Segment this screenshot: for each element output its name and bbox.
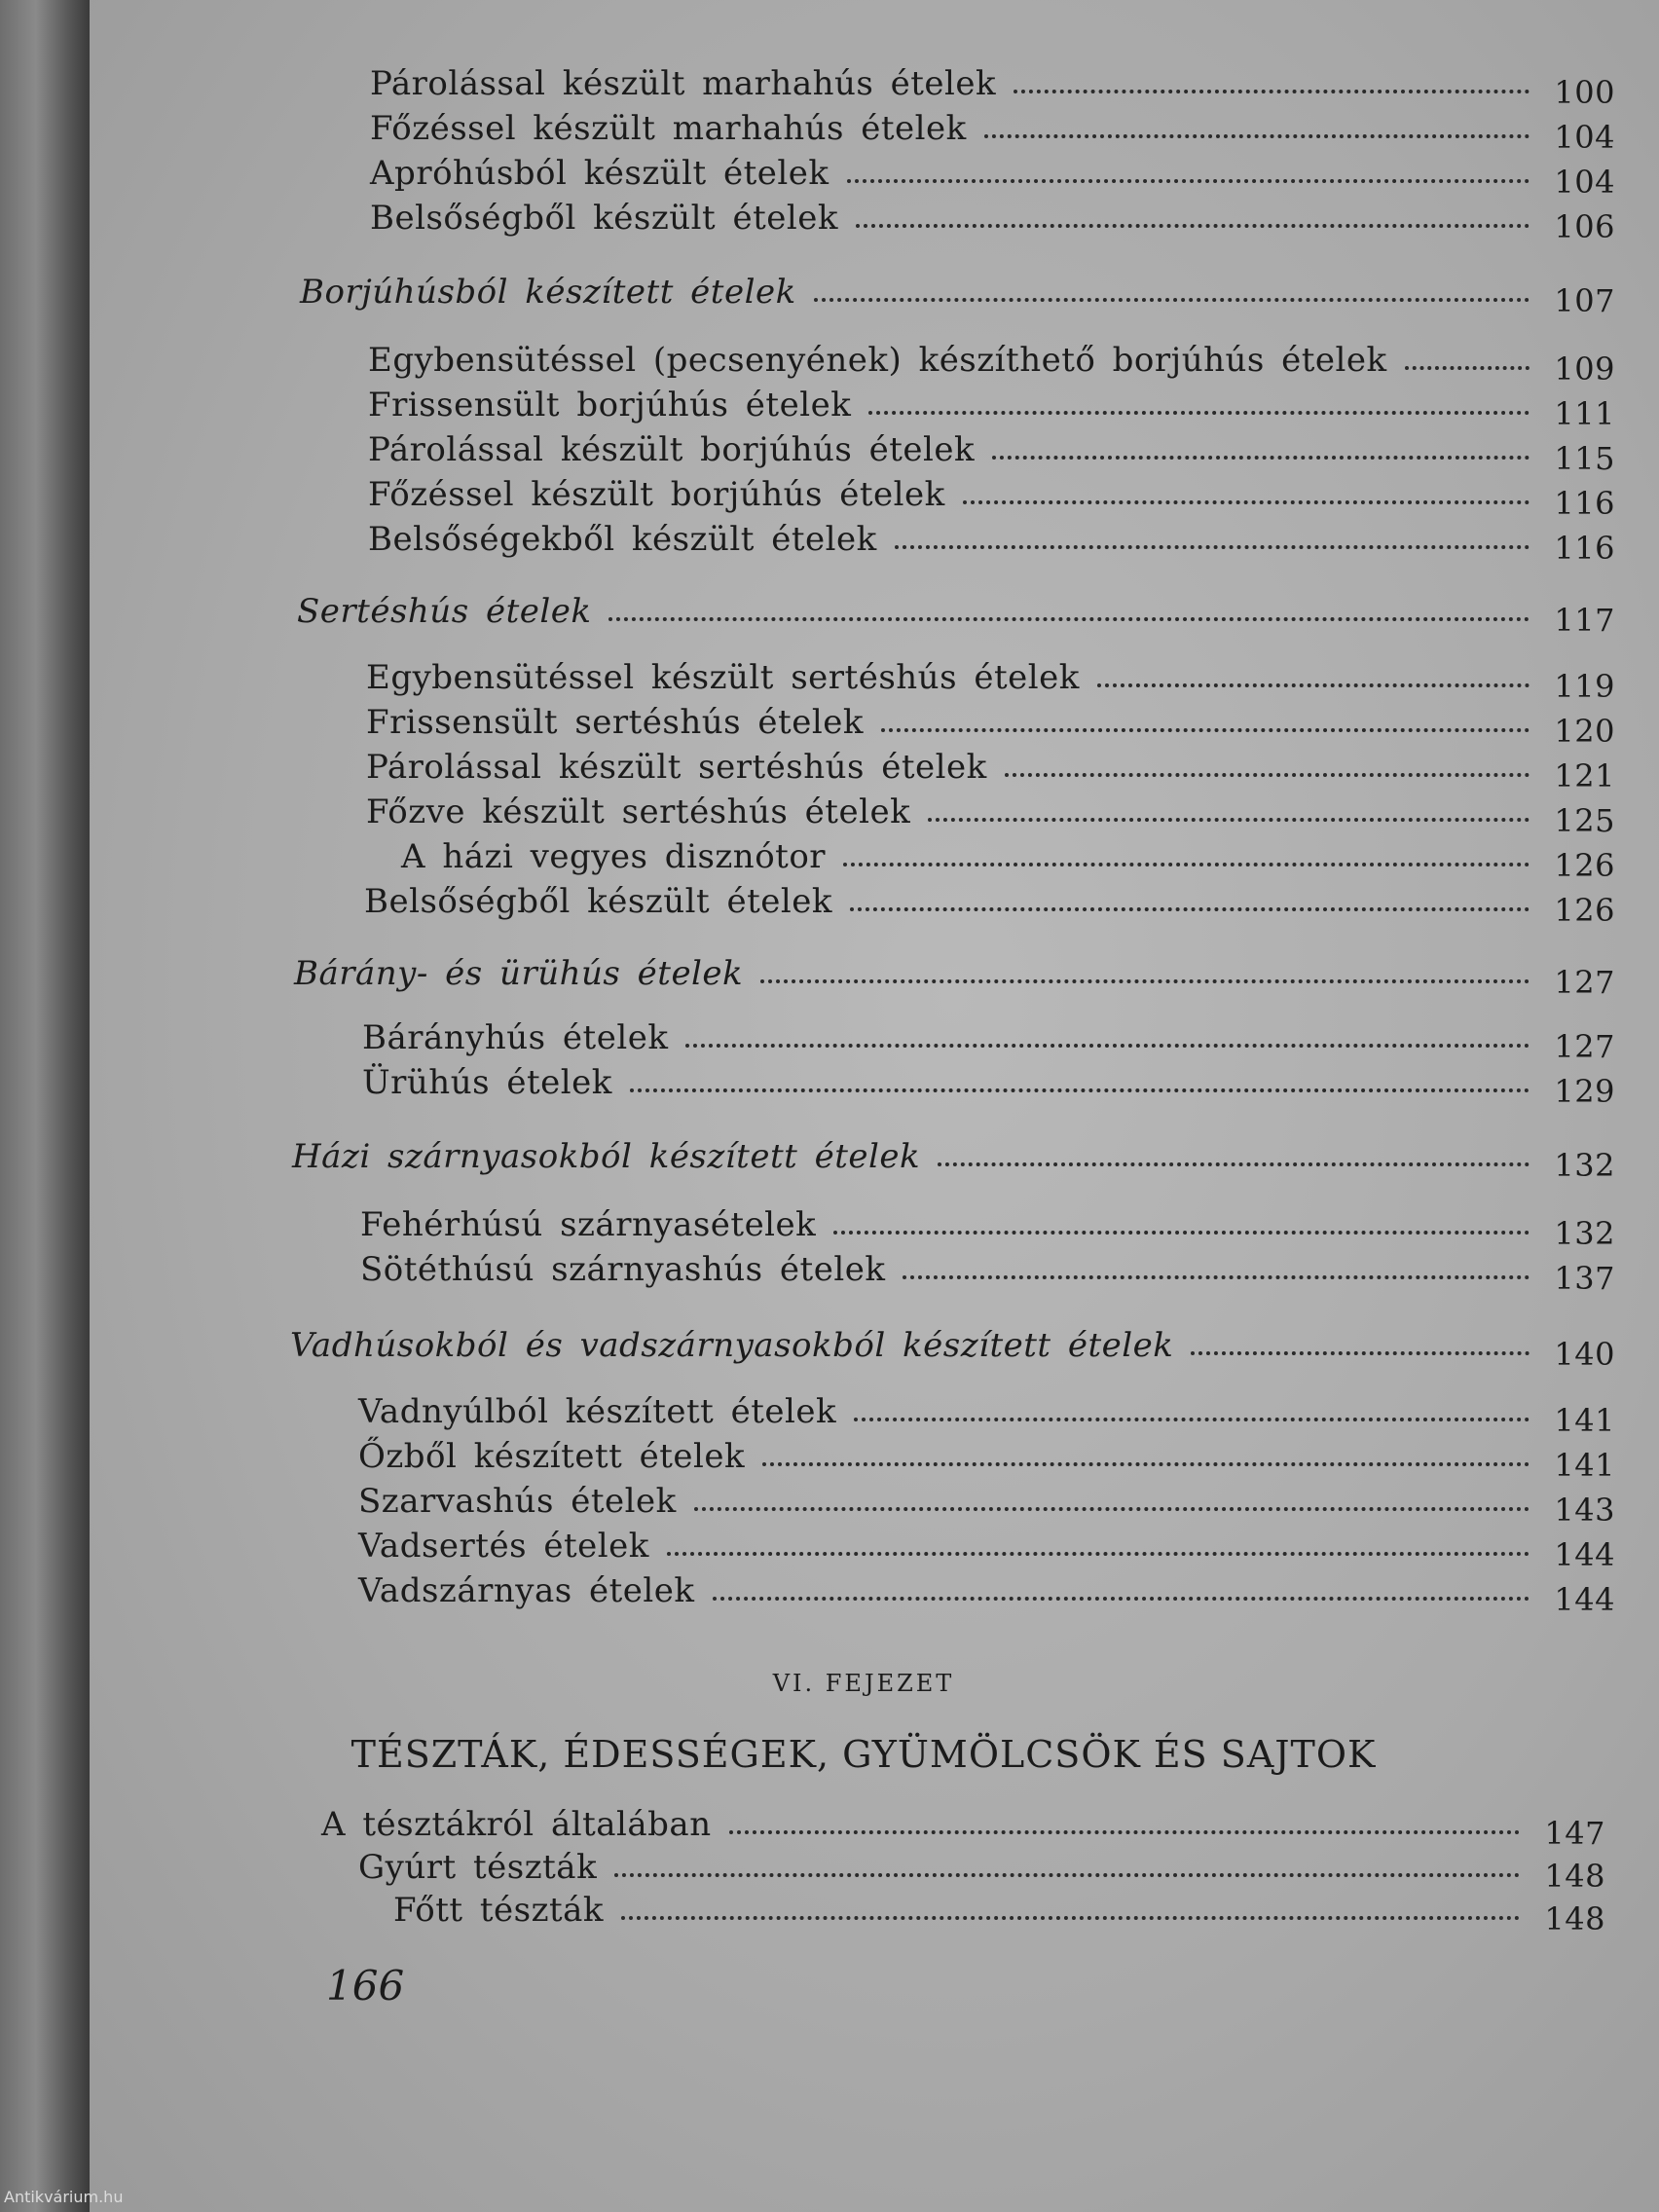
toc-entry-page: 116 bbox=[1554, 530, 1615, 567]
toc-entry-page: 132 bbox=[1554, 1215, 1615, 1252]
toc-entry bbox=[358, 1844, 1605, 1895]
toc-entry-label: Ürühús ételek bbox=[362, 1063, 612, 1102]
toc-section-heading bbox=[300, 269, 1615, 319]
toc-entry bbox=[362, 1014, 1615, 1065]
dot-leader bbox=[621, 1916, 1520, 1920]
toc-entry bbox=[370, 60, 1615, 111]
toc-entry bbox=[358, 1478, 1615, 1529]
toc-entry-label: Vadnyúlból készített ételek bbox=[358, 1392, 837, 1431]
watermark: Antikvárium.hu bbox=[4, 2188, 124, 2206]
toc-section-heading bbox=[290, 1322, 1615, 1373]
toc-entry-page: 104 bbox=[1554, 164, 1615, 201]
toc-section-heading bbox=[297, 588, 1615, 639]
toc-entry bbox=[368, 471, 1615, 522]
toc-entry-label: Sötéthúsú szárnyashús ételek bbox=[360, 1250, 886, 1289]
toc-entry bbox=[366, 744, 1615, 794]
dot-leader bbox=[762, 1462, 1530, 1466]
toc-entry-page: 148 bbox=[1544, 1858, 1605, 1895]
dot-leader bbox=[1005, 773, 1530, 777]
toc-entry bbox=[368, 516, 1615, 567]
toc-entry-label: Apróhúsból készült ételek bbox=[370, 154, 830, 193]
dot-leader bbox=[729, 1830, 1520, 1834]
toc-entry bbox=[366, 699, 1615, 750]
toc-entry-page: 107 bbox=[1554, 282, 1615, 319]
chapter-title: TÉSZTÁK, ÉDESSÉGEK, GYÜMÖLCSÖK ÉS SAJTOK bbox=[350, 1733, 1377, 1776]
toc-entry bbox=[362, 1059, 1615, 1110]
dot-leader bbox=[868, 411, 1530, 415]
dot-leader bbox=[760, 979, 1530, 983]
toc-entry bbox=[358, 1433, 1615, 1484]
toc-entry-page: 109 bbox=[1554, 350, 1615, 387]
toc-section-heading bbox=[294, 950, 1615, 1001]
toc-entry-page: 104 bbox=[1554, 119, 1615, 156]
toc-entry-label: Őzből készített ételek bbox=[358, 1437, 746, 1476]
toc-entry-page: 132 bbox=[1554, 1147, 1615, 1184]
toc-entry-page: 111 bbox=[1554, 395, 1615, 432]
dot-leader bbox=[856, 224, 1530, 228]
toc-entry bbox=[368, 337, 1615, 387]
dot-leader bbox=[984, 134, 1530, 138]
toc-entry-label: Gyúrt tészták bbox=[358, 1848, 598, 1887]
toc-entry-page: 121 bbox=[1554, 757, 1615, 794]
toc-entry-label: Főzéssel készült borjúhús ételek bbox=[368, 475, 945, 514]
toc-entry-page: 125 bbox=[1554, 802, 1615, 839]
dot-leader bbox=[630, 1088, 1530, 1092]
dot-leader bbox=[881, 728, 1530, 732]
toc-entry-page: 106 bbox=[1554, 208, 1615, 245]
toc-entry bbox=[370, 105, 1615, 156]
toc-entry-page: 127 bbox=[1554, 1028, 1615, 1065]
toc-entry-label: Sertéshús ételek bbox=[297, 592, 592, 631]
toc-entry-label: Frissensült sertéshús ételek bbox=[366, 703, 864, 742]
toc-entry bbox=[370, 195, 1615, 245]
toc-entry-page: 119 bbox=[1554, 668, 1615, 705]
toc-entry-page: 147 bbox=[1544, 1815, 1605, 1852]
toc-entry-page: 100 bbox=[1554, 74, 1615, 111]
dot-leader bbox=[614, 1873, 1520, 1877]
dot-leader bbox=[895, 545, 1530, 549]
toc-entry-label: Párolással készült sertéshús ételek bbox=[366, 748, 987, 787]
toc-entry-label: Belsőségből készült ételek bbox=[370, 199, 838, 238]
toc-entry-page: 120 bbox=[1554, 713, 1615, 750]
dot-leader bbox=[963, 500, 1530, 504]
toc-entry-page: 144 bbox=[1554, 1536, 1615, 1573]
toc-entry bbox=[368, 426, 1615, 477]
toc-entry bbox=[358, 1388, 1615, 1439]
toc-entry-label: Vadsertés ételek bbox=[358, 1527, 649, 1566]
toc-entry-label: Vadszárnyas ételek bbox=[358, 1571, 695, 1610]
toc-entry-label: Belsőségekből készült ételek bbox=[368, 520, 877, 559]
dot-leader bbox=[1014, 90, 1530, 93]
toc-entry-page: 115 bbox=[1554, 440, 1615, 477]
toc-entry-label: Főzéssel készült marhahús ételek bbox=[370, 109, 967, 148]
toc-entry bbox=[393, 1887, 1605, 1937]
toc-entry bbox=[370, 150, 1615, 201]
dot-leader bbox=[992, 456, 1530, 460]
toc-entry-label: Főzve készült sertéshús ételek bbox=[366, 793, 911, 831]
toc-entry-label: Bárányhús ételek bbox=[362, 1018, 669, 1057]
toc-entry-page: 148 bbox=[1544, 1900, 1605, 1937]
toc-entry-page: 140 bbox=[1554, 1336, 1615, 1373]
toc-entry-label: Házi szárnyasokból készített ételek bbox=[292, 1137, 921, 1176]
dot-leader bbox=[854, 1418, 1530, 1421]
dot-leader bbox=[608, 617, 1530, 621]
toc-entry bbox=[321, 1801, 1605, 1852]
dot-leader bbox=[847, 179, 1530, 183]
toc-section-heading bbox=[292, 1133, 1615, 1184]
dot-leader bbox=[928, 818, 1530, 822]
dot-leader bbox=[814, 298, 1530, 302]
dot-leader bbox=[1191, 1351, 1530, 1355]
toc-entry bbox=[366, 654, 1615, 705]
toc-entry bbox=[368, 382, 1615, 432]
toc-entry bbox=[364, 878, 1615, 929]
toc-entry-label: Borjúhúsból készített ételek bbox=[300, 273, 796, 312]
toc-entry-label: Fehérhúsú szárnyasételek bbox=[360, 1205, 817, 1244]
toc-entry-label: Szarvashús ételek bbox=[358, 1482, 677, 1521]
dot-leader bbox=[713, 1597, 1530, 1601]
toc-entry-page: 137 bbox=[1554, 1260, 1615, 1297]
toc-entry-label: Párolással készült borjúhús ételek bbox=[368, 430, 976, 469]
dot-leader bbox=[1097, 683, 1530, 687]
chapter-number: VI. FEJEZET bbox=[772, 1670, 955, 1697]
toc-entry-page: 144 bbox=[1554, 1581, 1615, 1618]
toc-entry bbox=[358, 1523, 1615, 1573]
dot-leader bbox=[1405, 366, 1530, 370]
toc-entry-page: 141 bbox=[1554, 1402, 1615, 1439]
toc-entry-label: Vadhúsokból és vadszárnyasokból készített ételek bbox=[290, 1326, 1174, 1365]
dot-leader bbox=[685, 1044, 1530, 1048]
dot-leader bbox=[903, 1275, 1530, 1279]
toc-entry-label: Bárány- és ürühús ételek bbox=[294, 954, 744, 993]
toc-entry-label: Főtt tészták bbox=[393, 1891, 605, 1930]
toc-entry bbox=[360, 1246, 1615, 1297]
toc-entry bbox=[366, 789, 1615, 839]
page-number: 166 bbox=[326, 1962, 405, 2009]
toc-entry-page: 126 bbox=[1554, 892, 1615, 929]
dot-leader bbox=[833, 1231, 1530, 1235]
toc-entry-page: 143 bbox=[1554, 1492, 1615, 1529]
toc-entry-label: Egybensütéssel készült sertéshús ételek bbox=[366, 658, 1080, 697]
toc-entry-page: 141 bbox=[1554, 1447, 1615, 1484]
dot-leader bbox=[850, 907, 1530, 911]
toc-entry-label: Frissensült borjúhús ételek bbox=[368, 386, 852, 424]
toc-entry-page: 116 bbox=[1554, 485, 1615, 522]
toc-entry-page: 117 bbox=[1554, 602, 1615, 639]
toc-entry-label: A házi vegyes disznótor bbox=[401, 837, 827, 876]
toc-entry-page: 126 bbox=[1554, 847, 1615, 884]
toc-entry-page: 127 bbox=[1554, 964, 1615, 1001]
toc-entry bbox=[358, 1567, 1615, 1618]
dot-leader bbox=[694, 1507, 1530, 1511]
toc-entry-label: A tésztákról általában bbox=[321, 1805, 712, 1844]
toc-entry bbox=[401, 833, 1615, 884]
toc-entry-label: Egybensütéssel (pecsenyének) készíthető borjúhús ételek bbox=[368, 341, 1387, 380]
dot-leader bbox=[938, 1162, 1530, 1166]
dot-leader bbox=[667, 1552, 1530, 1556]
toc-entry-page: 129 bbox=[1554, 1073, 1615, 1110]
toc-entry-label: Belsőségből készült ételek bbox=[364, 882, 832, 921]
toc-entry-label: Párolással készült marhahús ételek bbox=[370, 64, 997, 103]
dot-leader bbox=[843, 863, 1530, 866]
toc-entry bbox=[360, 1201, 1615, 1252]
